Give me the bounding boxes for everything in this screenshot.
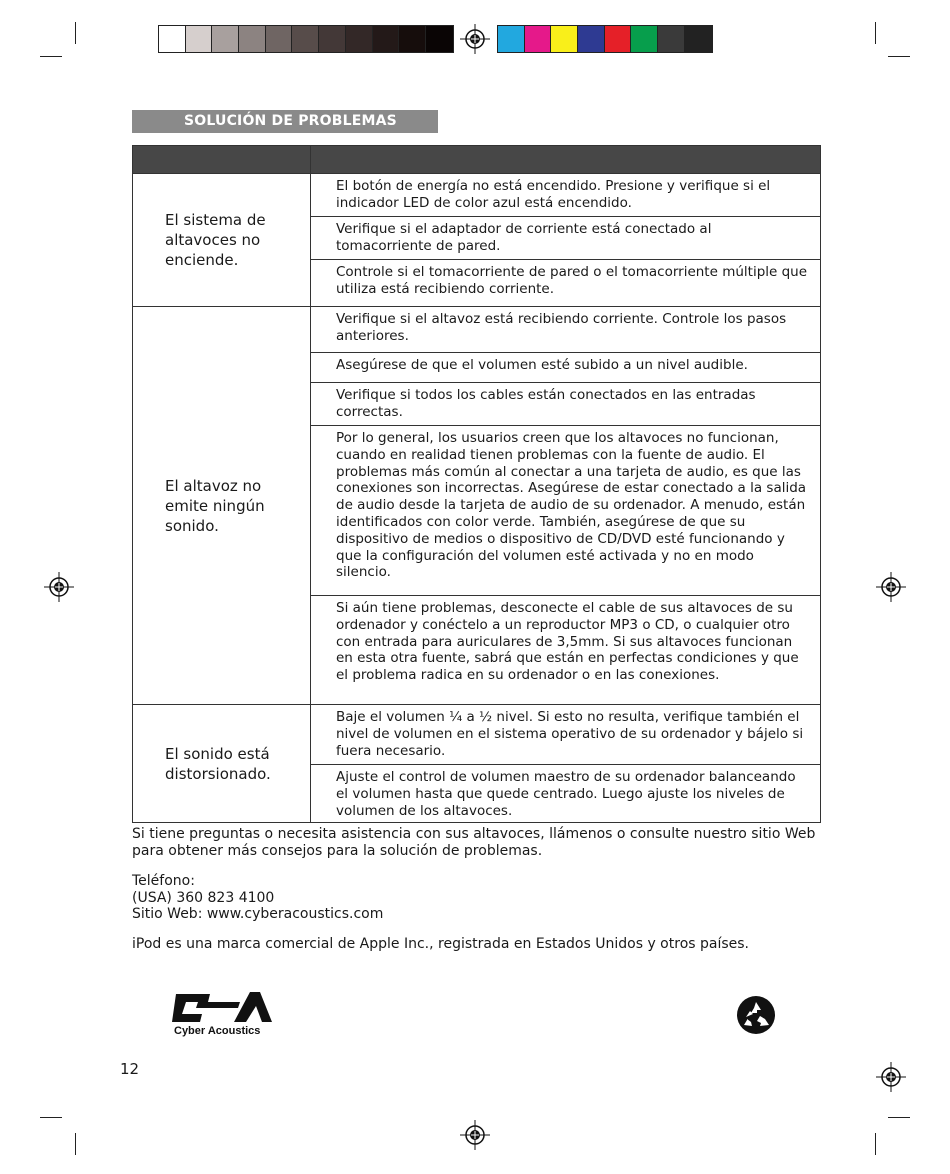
solution-cell: Verifique si todos los cables están conectados en las entradas correctas.	[311, 383, 821, 426]
color-swatch	[159, 26, 186, 52]
solution-cell: Verifique si el altavoz está recibiendo corriente. Controle los pasos anteriores.	[311, 307, 821, 353]
table-header-cell	[311, 146, 821, 174]
phone-label: Teléfono:	[132, 873, 195, 889]
color-swatch	[525, 26, 552, 52]
registration-mark-icon	[460, 24, 490, 54]
solution-cell: Baje el volumen ¼ a ½ nivel. Si esto no resulta, verifique también el nivel de volumen en el sistema operativo de su ordenador y bájelo si fuera necesario.	[311, 705, 821, 765]
crop-mark	[875, 22, 876, 44]
color-swatch	[399, 26, 426, 52]
registration-mark-icon	[44, 572, 74, 602]
crop-mark	[875, 1133, 876, 1155]
solution-cell: El botón de energía no está encendido. Presione y verifique si el indicador LED de color azul está encendido.	[311, 174, 821, 217]
table-header-cell	[133, 146, 311, 174]
color-swatch	[551, 26, 578, 52]
table-row	[133, 307, 821, 353]
color-swatch	[266, 26, 293, 52]
crop-mark	[888, 1117, 910, 1118]
contact-block	[132, 873, 832, 923]
color-swatch	[631, 26, 658, 52]
solution-cell: Si aún tiene problemas, desconecte el cable de sus altavoces de su ordenador y conéctelo a un reproductor MP3 o CD, o cualquier otro con entrada para auriculares de 3,5mm. Si sus altavoces funcionan en esta otra fuente, sabrá que están en perfectas condiciones y que el problema radica en su ordenador o en las conexiones.	[311, 596, 821, 705]
crop-mark	[40, 56, 62, 57]
solution-cell: Ajuste el control de volumen maestro de su ordenador balanceando el volumen hasta que quede centrado. Luego ajuste los niveles de volumen de los altavoces.	[311, 765, 821, 823]
color-swatch	[658, 26, 685, 52]
color-swatch	[578, 26, 605, 52]
page-number: 12	[120, 1060, 140, 1078]
problem-cell: El altavoz no emite ningún sonido.	[133, 307, 311, 705]
website: Sitio Web: www.cyberacoustics.com	[132, 906, 384, 922]
problem-cell: El sonido está distorsionado.	[133, 705, 311, 823]
color-bar-process	[497, 25, 713, 53]
table-row	[133, 705, 821, 765]
phone-number: (USA) 360 823 4100	[132, 889, 275, 906]
solution-cell: Controle si el tomacorriente de pared o el tomacorriente múltiple que utiliza está recibiendo corriente.	[311, 260, 821, 307]
table-header-row	[133, 146, 821, 174]
registration-mark-icon	[876, 572, 906, 602]
color-swatch	[685, 26, 712, 52]
problem-cell: El sistema de altavoces no enciende.	[133, 174, 311, 307]
crop-mark	[888, 56, 910, 57]
color-swatch	[319, 26, 346, 52]
crop-mark	[40, 1117, 62, 1118]
color-swatch	[186, 26, 213, 52]
trademark-notice: iPod es una marca comercial de Apple Inc., registrada en Estados Unidos y otros países.	[132, 936, 750, 952]
help-text	[132, 826, 832, 859]
help-line: Si tiene preguntas o necesita asistencia con sus altavoces, llámenos o consulte nuestro sitio Web	[132, 826, 816, 842]
solution-cell: Asegúrese de que el volumen esté subido a un nivel audible.	[311, 353, 821, 383]
color-swatch	[292, 26, 319, 52]
color-swatch	[239, 26, 266, 52]
registration-mark-icon	[876, 1062, 906, 1092]
help-line: para obtener más consejos para la solución de problemas.	[132, 842, 543, 859]
recycle-icon	[736, 995, 776, 1035]
registration-mark-icon	[460, 1120, 490, 1150]
logo-caption: Cyber Acoustics	[174, 1025, 261, 1037]
troubleshooting-table	[132, 145, 821, 823]
crop-mark	[75, 22, 76, 44]
color-swatch	[498, 26, 525, 52]
color-swatch	[373, 26, 400, 52]
crop-mark	[75, 1133, 76, 1155]
color-swatch	[426, 26, 453, 52]
section-title: SOLUCIÓN DE PROBLEMAS	[132, 110, 438, 133]
color-bar-grayscale	[158, 25, 454, 53]
color-swatch	[346, 26, 373, 52]
color-swatch	[605, 26, 632, 52]
solution-cell: Por lo general, los usuarios creen que los altavoces no funcionan, cuando en realidad tienen problemas con la fuente de audio. El problemas más común al conectar a una tarjeta de audio, es que las conexiones son incorrectas. Asegúrese de estar conectado a la salida de audio desde la tarjeta de audio de su ordenador. A menudo, están identificados con color verde. También, asegúrese de que su dispositivo de medios o dispositivo de CD/DVD esté funcionando y que la configuración del volumen esté activada y no en modo silencio.	[311, 426, 821, 596]
table-row	[133, 174, 821, 217]
color-swatch	[212, 26, 239, 52]
solution-cell: Verifique si el adaptador de corriente está conectado al tomacorriente de pared.	[311, 217, 821, 260]
